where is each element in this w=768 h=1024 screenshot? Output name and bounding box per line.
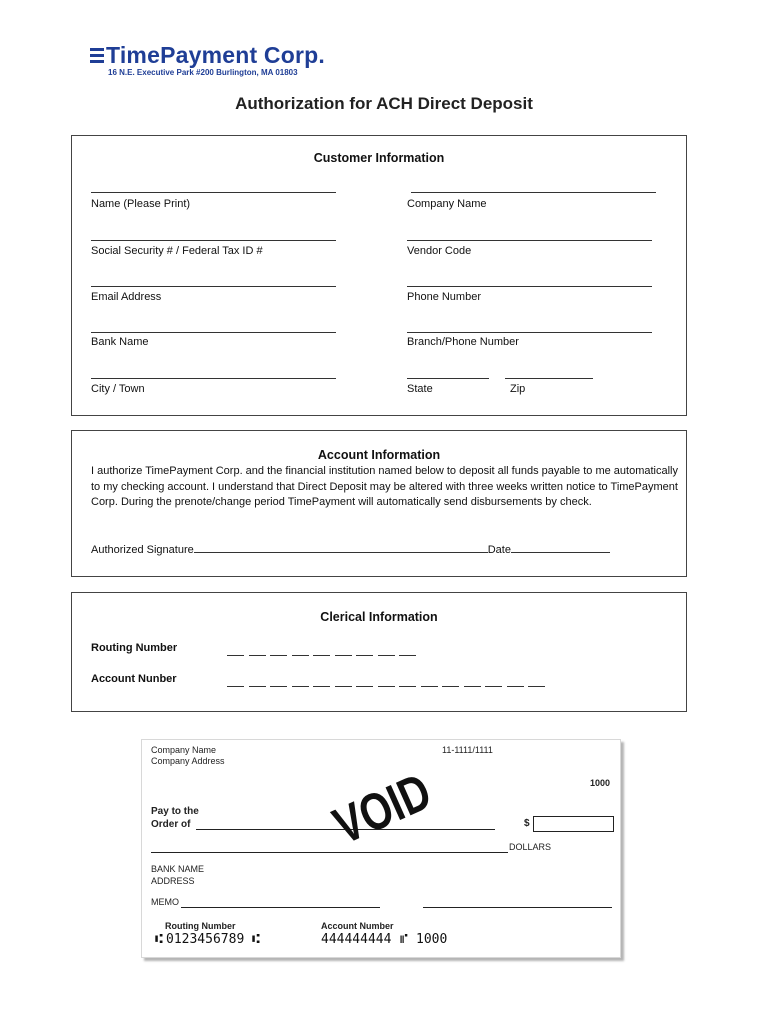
phone-field[interactable] [407,286,652,287]
name-label: Name (Please Print) [91,198,191,210]
micr-routing-symbol: ⑆ [155,932,163,947]
clerical-information-heading: Clerical Information [320,610,438,624]
city-label: City / Town [91,383,145,395]
customer-information-heading: Customer Information [313,151,445,165]
amount-box [533,816,614,832]
check-company-address: Company Address [151,756,225,766]
pay-to-label-line1: Pay to the [151,806,199,817]
micr-routing-end-symbol: ⑆ [252,932,260,947]
logo-address: 16 N.E. Executive Park #200 Burlington, MA 01803 [108,68,298,77]
authorization-paragraph: I authorize TimePayment Corp. and the financial institution named below to deposit all funds payable to me automatically to my checking account. I understand that Direct Deposit may be altered with three weeks written notice to TimePayment Corp. During the prenote/change period TimePayment will automatically send disbursements by check. [91,465,678,508]
vendor-code-field[interactable] [407,240,652,241]
bank-name-label: Bank Name [91,336,149,348]
memo-label: MEMO [151,897,179,907]
document-title: Authorization for ACH Direct Deposit [235,94,533,113]
account-number-caption: Account Number [321,921,394,931]
branch-phone-field[interactable] [407,332,652,333]
bank-name-text: BANK NAME [151,864,205,874]
account-information-section [71,430,687,577]
logo-name: TimePayment Corp. [106,42,325,68]
state-field[interactable] [407,378,489,379]
micr-on-us-symbol: ⑈ [400,932,408,947]
logo-bars-icon [90,48,104,66]
check-company-name: Company Name [151,745,217,755]
vendor-code-label: Vendor Code [407,245,472,257]
email-field[interactable] [91,286,336,287]
name-field[interactable] [91,192,336,193]
dollars-label: DOLLARS [509,842,552,852]
email-label: Email Address [91,291,162,303]
company-name-field[interactable] [411,192,656,193]
zip-field[interactable] [505,378,593,379]
branch-phone-label: Branch/Phone Number [407,336,519,348]
bank-name-field[interactable] [91,332,336,333]
phone-label: Phone Number [407,291,481,303]
micr-account-number: 444444444 [321,932,392,947]
routing-number-caption: Routing Number [165,921,236,931]
tax-id-label: Social Security # / Federal Tax ID # [91,245,263,257]
account-information-heading: Account Information [317,448,441,462]
date-label: Date [487,544,511,556]
state-label: State [407,383,433,395]
signature-line [423,907,612,908]
clerical-information-section [71,592,687,712]
written-amount-line [151,852,508,853]
tax-id-field[interactable] [91,240,336,241]
routing-number-label: Routing Number [91,642,178,654]
bank-address-text: ADDRESS [151,876,195,886]
check-number: 1000 [590,778,611,788]
micr-check-number: 1000 [416,932,448,947]
memo-line [181,907,380,908]
routing-number-field[interactable] [227,643,421,653]
dollar-sign: $ [524,818,530,829]
city-field[interactable] [91,378,336,379]
signature-label: Authorized Signature [91,544,194,556]
check-fraction-code: 11-1111/1111 [442,745,493,755]
account-number-label: Account Nunber [91,673,177,685]
company-name-label: Company Name [407,198,487,210]
account-number-field[interactable] [227,674,550,684]
void-stamp: VOID [325,762,440,856]
customer-information-section [71,135,687,416]
date-field[interactable] [511,542,610,553]
zip-label: Zip [510,383,526,395]
sample-void-check [141,739,621,958]
signature-row [91,542,610,556]
micr-routing-number: 0123456789 [166,932,245,947]
signature-field[interactable] [194,542,488,553]
pay-to-label-line2: Order of [151,819,191,830]
